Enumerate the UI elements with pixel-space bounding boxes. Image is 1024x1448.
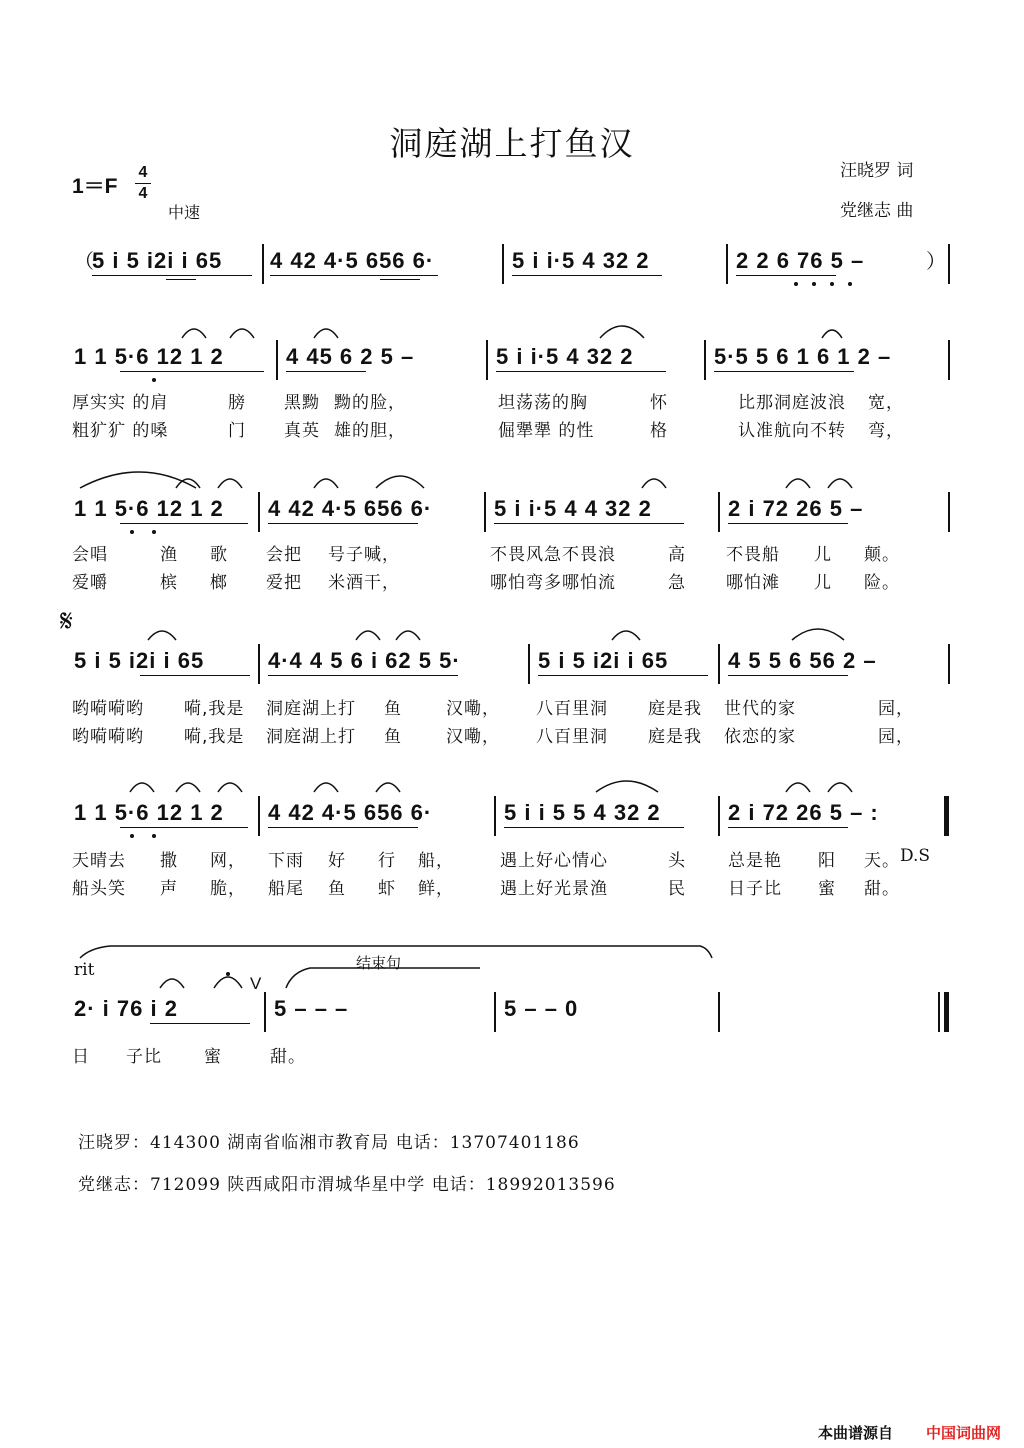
time-signature-bottom: 4 bbox=[138, 185, 148, 202]
measure: 2 2 6 76 5 – bbox=[736, 248, 865, 273]
lyric: 嗬,我是 bbox=[184, 699, 245, 719]
lyric: 行 bbox=[378, 851, 396, 871]
lyric: 认准航向不转 bbox=[738, 421, 846, 441]
measure: 5 – – 0 bbox=[504, 996, 579, 1021]
lyric: 民 bbox=[668, 879, 686, 899]
lyric: 鲜， bbox=[418, 879, 454, 899]
song-title: 洞庭湖上打鱼汉 bbox=[389, 124, 635, 163]
lyric: 船尾 bbox=[268, 879, 304, 899]
lyric: 蜜 bbox=[818, 879, 836, 899]
lyric: 号子喊， bbox=[328, 545, 400, 565]
measure: 5·5 5 6 1 6 1 2 – bbox=[714, 344, 892, 369]
measure: 2· i 76 i 2 bbox=[74, 996, 178, 1021]
lyric: 歌 bbox=[210, 545, 228, 565]
lyric: 会唱 bbox=[72, 545, 108, 565]
measure: 2 i 72 26 5 – : bbox=[728, 800, 879, 825]
lyric: 门 bbox=[228, 421, 246, 441]
lyric: 黑黝 bbox=[284, 393, 320, 413]
measure: 5 i i·5 4 32 2 bbox=[496, 344, 634, 369]
composer-credit: 党继志 曲 bbox=[840, 201, 914, 221]
measure: 4·4 4 5 6 i 62 5 5· bbox=[268, 648, 461, 673]
lyric: 汉嘞， bbox=[446, 699, 500, 719]
lyric: 园， bbox=[878, 727, 914, 747]
lyric: 日 bbox=[72, 1047, 90, 1067]
lyric: 总是艳 bbox=[728, 851, 782, 871]
measure: 1 1 5·6 12 1 2 bbox=[74, 344, 224, 369]
lyric: 哟嗬嗬哟 bbox=[72, 727, 144, 747]
lyric: 撒 bbox=[160, 851, 178, 871]
lyric: 哪怕滩 bbox=[726, 573, 780, 593]
measure: 5 i i·5 4 32 2 bbox=[512, 248, 650, 273]
lyric: 甜。 bbox=[270, 1047, 306, 1067]
lyric: 倔犟犟 的性 bbox=[498, 421, 595, 441]
lyric: 雄的胆， bbox=[334, 421, 406, 441]
lyric: 依恋的家 bbox=[724, 727, 796, 747]
lyric: 八百里洞 bbox=[536, 727, 608, 747]
lyric: 天晴去 bbox=[72, 851, 126, 871]
footer-source: 本曲谱源自 bbox=[818, 1424, 894, 1442]
contact-lyricist: 汪晓罗：414300 湖南省临湘市教育局 电话：13707401186 bbox=[78, 1133, 580, 1153]
lyric: 急 bbox=[668, 573, 686, 593]
lyric: 庭是我 bbox=[648, 727, 702, 747]
measure: 4 42 4·5 656 6· bbox=[268, 496, 433, 521]
lyric: 鱼 bbox=[384, 727, 402, 747]
lyric: 险。 bbox=[864, 573, 900, 593]
lyric: 格 bbox=[650, 421, 668, 441]
measure: 5 i 5 i2i i 65 bbox=[538, 648, 669, 673]
measure: 2 i 72 26 5 – bbox=[728, 496, 864, 521]
lyric: 头 bbox=[668, 851, 686, 871]
lyric: 米酒干， bbox=[328, 573, 400, 593]
lyric: 比那洞庭波浪 bbox=[738, 393, 846, 413]
time-signature-top: 4 bbox=[138, 164, 148, 181]
ending-label: 结束句 bbox=[356, 954, 402, 972]
lyric: 鱼 bbox=[328, 879, 346, 899]
measure: 4 5 5 6 56 2 – bbox=[728, 648, 877, 673]
lyric: 槟 bbox=[160, 573, 178, 593]
lyric: 遇上好光景渔 bbox=[500, 879, 608, 899]
lyric: 园， bbox=[878, 699, 914, 719]
contact-composer: 党继志：712099 陕西咸阳市渭城华星中学 电话：18992013596 bbox=[78, 1175, 616, 1195]
lyric: 遇上好心情心 bbox=[500, 851, 608, 871]
lyric: 蜜 bbox=[204, 1047, 222, 1067]
lyric: 子比 bbox=[126, 1047, 162, 1067]
measure: 4 42 4·5 656 6· bbox=[268, 800, 433, 825]
tempo-marking: 中速 bbox=[168, 203, 201, 222]
lyricist-credit: 汪晓罗 词 bbox=[840, 161, 914, 181]
lyric: 世代的家 bbox=[724, 699, 796, 719]
lyric: 膀 bbox=[228, 393, 246, 413]
lyric: 鱼 bbox=[384, 699, 402, 719]
lyric: 网， bbox=[210, 851, 246, 871]
lyric: 日子比 bbox=[728, 879, 782, 899]
lyric: 嗬,我是 bbox=[184, 727, 245, 747]
lyric: 宽， bbox=[868, 393, 904, 413]
lyric: 天。 bbox=[864, 851, 900, 871]
segno-sign: 𝄋 bbox=[60, 604, 73, 639]
lyric: 脆， bbox=[210, 879, 246, 899]
lyric: 儿 bbox=[814, 573, 832, 593]
lyric: 庭是我 bbox=[648, 699, 702, 719]
lyric: 爱把 bbox=[266, 573, 302, 593]
lyric: 儿 bbox=[814, 545, 832, 565]
measure: 5 i 5 i2i i 65 bbox=[74, 648, 205, 673]
lyric: 爱嚼 bbox=[72, 573, 108, 593]
measure: 5 i i·5 4 4 32 2 bbox=[494, 496, 652, 521]
lyric: 榔 bbox=[210, 573, 228, 593]
measure: 4 45 6 2 5 – bbox=[286, 344, 415, 369]
lyric: 不畏船 bbox=[726, 545, 780, 565]
lyric: 粗犷犷 的嗓 bbox=[72, 421, 169, 441]
close-paren: ） bbox=[926, 249, 946, 273]
lyric: 声 bbox=[160, 879, 178, 899]
lyric: 好 bbox=[328, 851, 346, 871]
lyric: 船， bbox=[418, 851, 454, 871]
measure: 1 1 5·6 12 1 2 bbox=[74, 800, 224, 825]
measure: 5 – – – bbox=[274, 996, 349, 1021]
measure: 5 i i 5 5 4 32 2 bbox=[504, 800, 661, 825]
measure: 1 1 5·6 12 1 2 bbox=[74, 496, 224, 521]
lyric: 阳 bbox=[818, 851, 836, 871]
lyric: 甜。 bbox=[864, 879, 900, 899]
measure: 5 i 5 i2i i 65 bbox=[92, 248, 223, 273]
lyric: 坦荡荡的胸 bbox=[498, 393, 588, 413]
lyric: 黝的脸， bbox=[334, 393, 406, 413]
lyric: 不畏风急不畏浪 bbox=[490, 545, 616, 565]
lyric: 哪怕弯多哪怕流 bbox=[490, 573, 616, 593]
lyric: 颠。 bbox=[864, 545, 900, 565]
lyric: 洞庭湖上打 bbox=[266, 699, 356, 719]
lyric: 汉嘞， bbox=[446, 727, 500, 747]
lyric: 怀 bbox=[650, 393, 668, 413]
lyric: 真英 bbox=[284, 421, 320, 441]
measure: 4 42 4·5 656 6· bbox=[270, 248, 435, 273]
dal-segno-mark: D.S bbox=[900, 846, 931, 866]
breath-mark: V bbox=[250, 974, 262, 993]
lyric: 弯， bbox=[868, 421, 904, 441]
key-signature: 1＝F bbox=[72, 175, 118, 198]
lyric: 厚实实 的肩 bbox=[72, 393, 169, 413]
lyric: 八百里洞 bbox=[536, 699, 608, 719]
lyric: 船头笑 bbox=[72, 879, 126, 899]
lyric: 虾 bbox=[378, 879, 396, 899]
lyric: 会把 bbox=[266, 545, 302, 565]
lyric: 洞庭湖上打 bbox=[266, 727, 356, 747]
lyric: 下雨 bbox=[268, 851, 304, 871]
lyric: 渔 bbox=[160, 545, 178, 565]
footer-site[interactable]: 中国词曲网 bbox=[926, 1424, 1002, 1442]
ritardando-mark: rit bbox=[74, 960, 95, 980]
lyric: 高 bbox=[668, 545, 686, 565]
lyric: 哟嗬嗬哟 bbox=[72, 699, 144, 719]
open-paren: （ bbox=[74, 249, 94, 273]
